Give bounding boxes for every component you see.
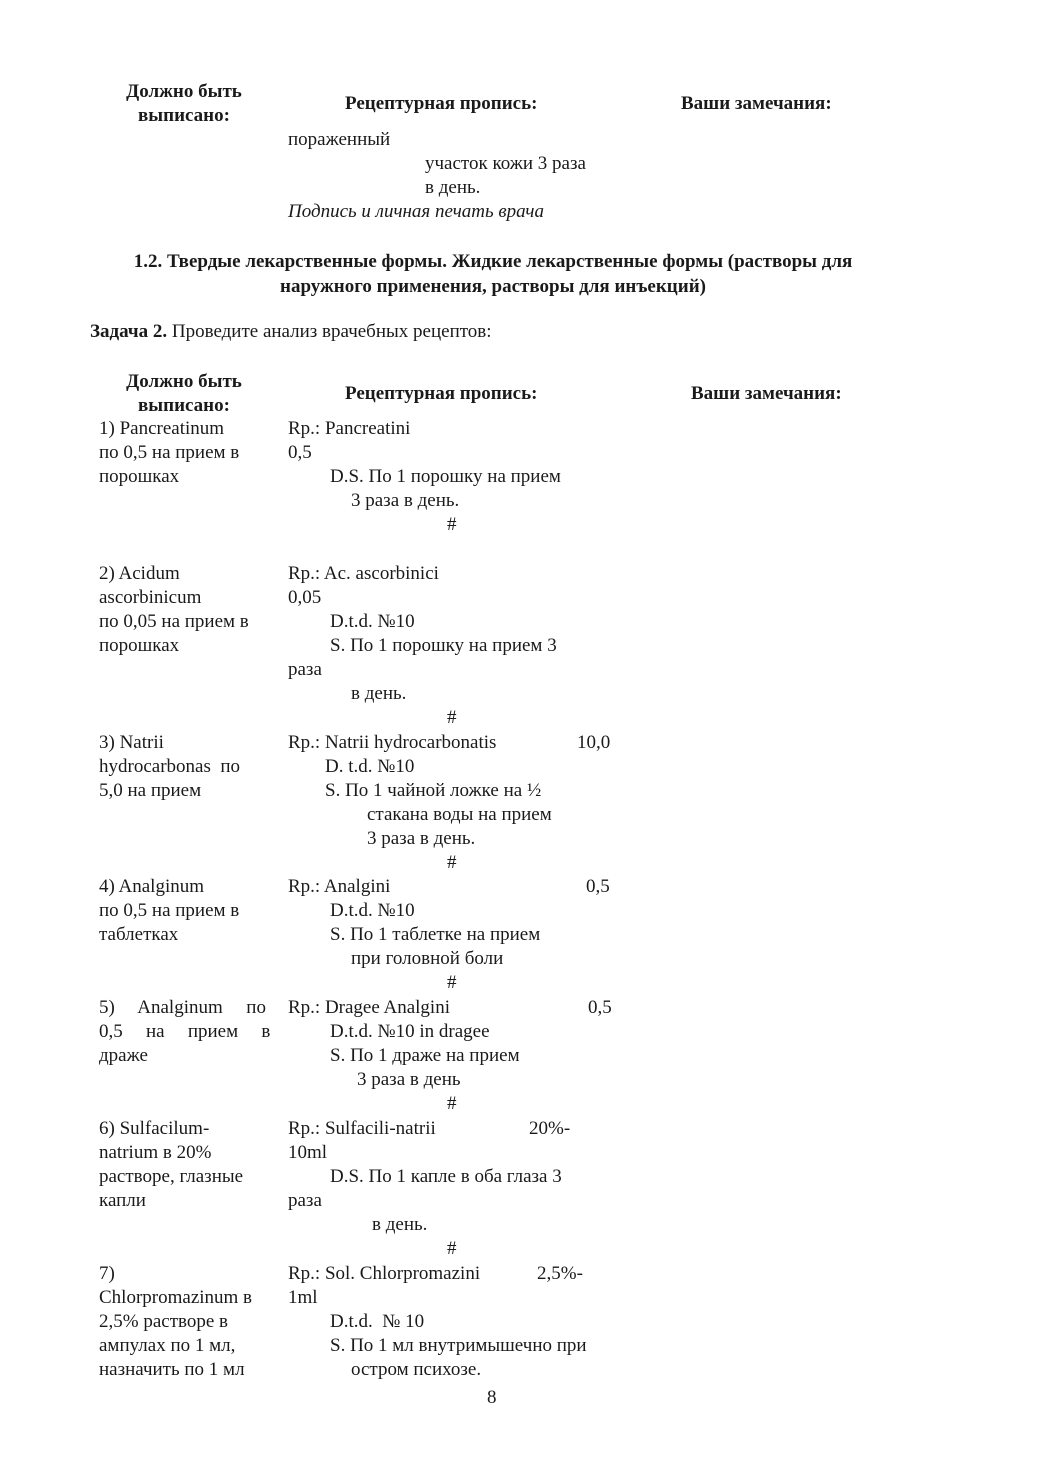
item-rx-dose: 10,0: [577, 732, 611, 753]
item-sig: остром психозе.: [351, 1359, 482, 1380]
item-sig: 3 раза в день.: [367, 828, 476, 849]
item-sig: S. По 1 мл внутримышечно при: [330, 1335, 587, 1356]
table1-line: пораженный: [288, 129, 391, 150]
table1-line: участок кожи 3 раза: [425, 153, 586, 174]
item-sig: раза: [288, 1190, 322, 1211]
item-rx-dose: 20%-: [529, 1118, 571, 1139]
item-rx: Rp.: Natrii hydrocarbonatis: [288, 732, 497, 753]
item-sig: S. По 1 таблетке на прием: [330, 924, 541, 945]
item-sig: D.t.d. №10 in dragee: [330, 1021, 490, 1042]
item-hash: #: [447, 972, 457, 993]
item-left: 1) Pancreatinum по 0,5 на прием в порошках: [99, 418, 240, 487]
item-rx-cont: 10ml: [288, 1142, 328, 1163]
item-left: 5) Analginum по 0,5 на прием в драже: [99, 997, 271, 1066]
item-rx-dose: 0,5: [586, 876, 610, 897]
item-sig: в день.: [372, 1214, 428, 1235]
item-sig: 3 раза в день.: [351, 490, 460, 511]
table1-header-col2: Рецептурная пропись:: [345, 93, 538, 114]
item-rx-cont: 0,05: [288, 587, 322, 608]
item-rx: Rp.: Pancreatini: [288, 418, 411, 439]
item-left: 7) Chlorpromazinum в 2,5% растворе в ампулах по 1 мл, назначить по 1 мл: [99, 1263, 253, 1380]
table2-header-col3: Ваши замечания:: [691, 383, 842, 404]
item-hash: #: [447, 707, 457, 728]
table2-header-col2: Рецептурная пропись:: [345, 383, 538, 404]
item-rx: Rp.: Sol. Chlorpromazini: [288, 1263, 481, 1284]
section-title: 1.2. Твердые лекарственные формы. Жидкие лекарственные формы (растворы для наружного применения, растворы для инъекций): [133, 251, 853, 297]
page-number: 8: [487, 1387, 497, 1408]
task-line: [90, 320, 492, 344]
item-sig: D.t.d. № 10: [330, 1311, 425, 1332]
table1-header-col1: Должно быть выписано:: [126, 81, 242, 126]
table1-header-col3: Ваши замечания:: [681, 93, 832, 114]
item-sig: при головной боли: [351, 948, 504, 969]
item-sig: D.S. По 1 порошку на прием: [330, 466, 561, 487]
item-left: 3) Natrii hydrocarbonas по 5,0 на прием: [99, 732, 241, 801]
item-hash: #: [447, 852, 457, 873]
table1-line: в день.: [425, 177, 481, 198]
item-hash: #: [447, 514, 457, 535]
item-rx-cont: 0,5: [288, 442, 312, 463]
table2-header-col1: Должно быть выписано:: [126, 371, 242, 416]
item-hash: #: [447, 1093, 457, 1114]
item-rx: Rp.: Ac. ascorbinici: [288, 563, 439, 584]
item-sig: S. По 1 чайной ложке на ½: [325, 780, 542, 801]
item-rx: Rp.: Dragee Analgini: [288, 997, 450, 1018]
item-rx: Rp.: Analgini: [288, 876, 391, 897]
item-rx: Rp.: Sulfacili-natrii: [288, 1118, 436, 1139]
item-sig: D. t.d. №10: [325, 756, 415, 777]
item-sig: S. По 1 драже на прием: [330, 1045, 520, 1066]
item-sig: S. По 1 порошку на прием 3: [330, 635, 557, 656]
item-left: 6) Sulfacilum- natrium в 20% растворе, глазные капли: [99, 1118, 244, 1211]
item-sig: в день.: [351, 683, 407, 704]
item-sig: D.S. По 1 капле в оба глаза 3: [330, 1166, 562, 1187]
item-sig: 3 раза в день: [357, 1069, 461, 1090]
item-rx-dose: 0,5: [588, 997, 612, 1018]
item-sig: D.t.d. №10: [330, 611, 415, 632]
item-rx-cont: 1ml: [288, 1287, 318, 1308]
item-left: 2) Acidum ascorbinicum по 0,05 на прием в порошках: [99, 563, 249, 656]
item-sig: D.t.d. №10: [330, 900, 415, 921]
item-rx-dose: 2,5%-: [537, 1263, 583, 1284]
item-sig: раза: [288, 659, 322, 680]
item-left: 4) Analginum по 0,5 на прием в таблетках: [99, 876, 240, 945]
item-sig: стакана воды на прием: [367, 804, 552, 825]
task-label: Задача 2.: [90, 321, 168, 342]
item-hash: #: [447, 1238, 457, 1259]
signature-line: Подпись и личная печать врача: [288, 201, 544, 222]
task-text: Проведите анализ врачебных рецептов:: [167, 321, 492, 342]
